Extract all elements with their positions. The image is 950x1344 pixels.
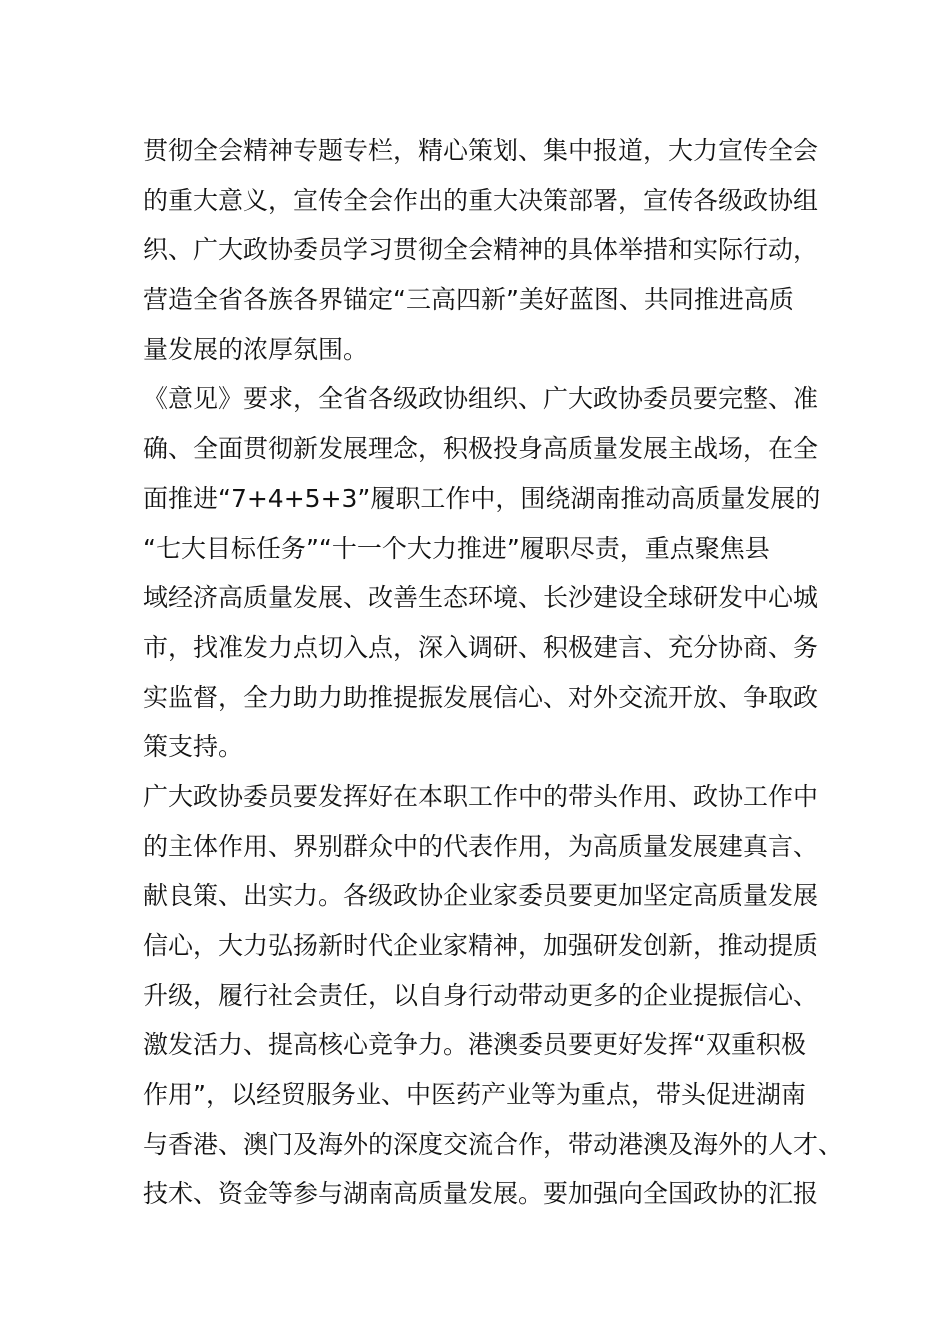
text-line: 信心，大力弘扬新时代企业家精神，加强研发创新，推动提质 xyxy=(143,931,819,960)
text-line: 《意见》要求，全省各级政协组织、广大政协委员要完整、准 xyxy=(143,384,819,414)
text-line: “七大目标任务”“十一个大力推进”履职尽责，重点聚焦县 xyxy=(143,533,770,563)
text-line: 营造全省各族各界锚定“三高四新”美好蓝图、共同推进高质 xyxy=(143,285,794,315)
text-line: 确、全面贯彻新发展理念，积极投身高质量发展主战场，在全 xyxy=(143,434,819,464)
text-line: 献良策、出实力。各级政协企业家委员要更加坚定高质量发展 xyxy=(143,881,819,911)
text-line: 域经济高质量发展、改善生态环境、长沙建设全球研发中心城 xyxy=(143,583,819,613)
text-line: 与香港、澳门及海外的深度交流合作，带动港澳及海外的人才、 xyxy=(143,1129,844,1159)
text-line: 量发展的浓厚氛围。 xyxy=(143,334,369,364)
text-line: 的主体作用、界别群众中的代表作用，为高质量发展建真言、 xyxy=(143,831,819,861)
text-line: 升级，履行社会责任，以自身行动带动更多的企业提振信心、 xyxy=(143,980,819,1010)
text-line: 策支持。 xyxy=(143,732,244,762)
text-line: 贯彻全会精神专题专栏，精心策划、集中报道，大力宣传全会 xyxy=(143,136,819,165)
text-line: 织、广大政协委员学习贯彻全会精神的具体举措和实际行动， xyxy=(143,235,819,265)
body-text xyxy=(143,126,844,1219)
text-line: 广大政协委员要发挥好在本职工作中的带头作用、政协工作中 xyxy=(143,781,819,811)
text-line: 技术、资金等参与湖南高质量发展。要加强向全国政协的汇报 xyxy=(143,1179,819,1209)
text-line: 实监督，全力助力助推提振发展信心、对外交流开放、争取政 xyxy=(143,682,819,712)
text-line: 面推进“7+4+5+3”履职工作中，围绕湖南推动高质量发展的 xyxy=(143,483,821,513)
text-line: 作用”，以经贸服务业、中医药产业等为重点，带头促进湖南 xyxy=(143,1080,806,1110)
text-line: 激发活力、提高核心竞争力。港澳委员要更好发挥“双重积极 xyxy=(143,1030,806,1060)
text-line: 的重大意义，宣传全会作出的重大决策部署，宣传各级政协组 xyxy=(143,185,819,215)
text-line: 市，找准发力点切入点，深入调研、积极建言、充分协商、务 xyxy=(143,632,819,662)
